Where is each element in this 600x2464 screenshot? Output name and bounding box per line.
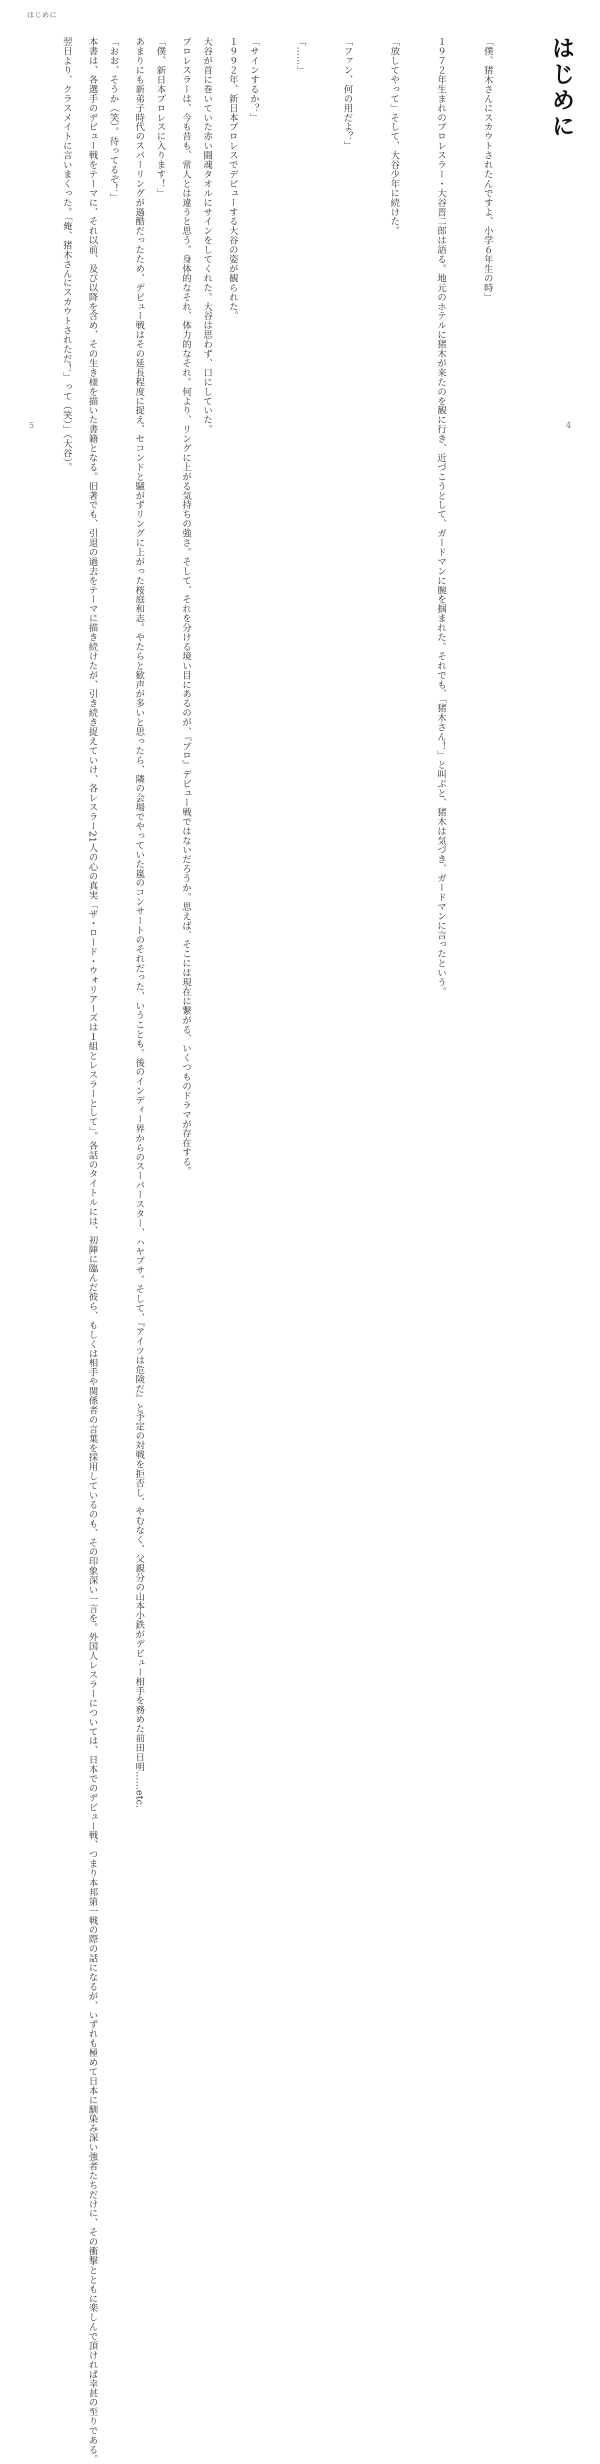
running-head: はじめに xyxy=(27,11,57,19)
page-number-right: 4 xyxy=(566,421,572,430)
right-paragraph: 大谷が首に巻いていた赤い闘魂タオルにサインをしてくれた。大谷は思わず、口にしていた。 xyxy=(201,37,213,434)
right-paragraph: 「僕、新日本プロレスに入ります！」 xyxy=(154,37,166,198)
right-paragraph: 翌日より、クラスメイトに言いまくった。「俺、猪木さんにスカウトされただ！」って（笑）」（大谷）。 xyxy=(60,37,72,472)
right-paragraph: １９７２年生まれのプロレスラー・大谷晋二郎は語る。地元のホテルに猪木が来たのを観に行き、近づこうとして、ガードマンに腕を掴まれた。それでも、「猪木さん！」と叫ぶと、猪木は気づき、ガードマンに言ったという。 xyxy=(435,37,447,997)
left-paragraph: 本書は、各選手のデビュー戦をテーマに、それ以前、及び以降を含め、その生き様を描いた書籍となる。旧著でも、引退の過去をテーマに描き続けたが、引き続き捉えていけ、各レスラー21人の心の真実「ザ・ロード・ウォリアーズは１組とレスラーとして」。各話のタイトルには、初陣に臨んだ彼ら、もしくは相手や関係者の言葉を採用しているのも、その印象深い一言を。外国人レスラーについては、日本でのデビュー戦、つまり本邦第一戦の際の話になるが、いずれも極めて日本に馴染み深い強者たちだけに、その衝撃とともに楽しんで頂ければ幸甚の至りである。 xyxy=(86,37,98,2464)
left-paragraph: １９９２年、新日本プロレスでデビューする大谷の姿が観られた。 xyxy=(226,37,238,321)
left-paragraph: あまりにも新弟子時代のスパーリングが過酷だったため、デビュー戦はその延長程度に捉え、セコンドと騒がずリングに上がった桜庭和志。やたらと歓声が多いと思ったら、隣の会場でやっていた嵐のコンサートのそれだった、いうことも。後のインディー界からのスーパースター、ハヤブサ。そして、『アイツは危険だ』と予定の対戦を拒否し、やむなく、父親分の山本小鉄がデビュー相手を務めた前田日明……etc. xyxy=(133,37,145,1809)
right-paragraph: 「……」 xyxy=(294,37,306,75)
right-paragraph: 「放してやって」そして、大谷少年に続けた。 xyxy=(388,37,400,236)
page-number-left: 5 xyxy=(29,421,35,430)
right-paragraph: 「おお、そうか（笑）。待ってるぞ！」 xyxy=(107,37,119,203)
right-paragraph: 「僕、猪木さんにスカウトされたんですよ、小学６年生の時」 xyxy=(481,37,493,302)
right-paragraph: 「ファン、何の用だよ？」 xyxy=(341,37,353,151)
right-paragraph: 「サインするか？」 xyxy=(247,37,259,123)
page-title: はじめに xyxy=(548,36,574,140)
left-paragraph: プロレスラーは、今も昔も、常人とは違うと思う。身体的なそれ、体力的なそれ。何より、リングに上がる気持ちの強さ。そして、それを分ける境い目にあるのが、『プロ』デビュー戦ではないだろうか。思えば、そこには現在に繋がる、いくつものドラマが存在する。 xyxy=(180,37,192,1176)
